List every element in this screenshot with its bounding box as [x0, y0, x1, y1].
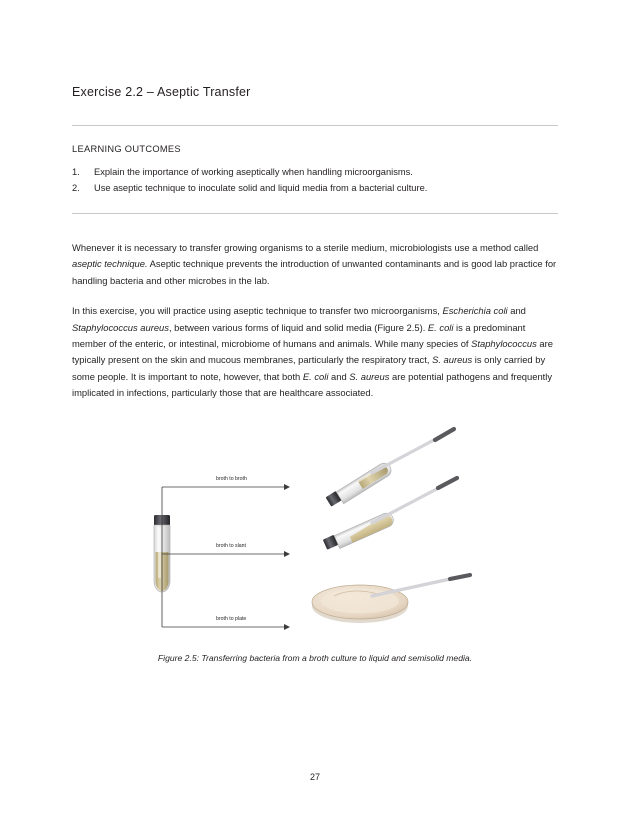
- list-item-number: 1.: [72, 167, 80, 177]
- broth-to-broth-target: [326, 429, 454, 510]
- text-run: Whenever it is necessary to transfer growing organisms to a sterile medium, microbiologists use a method called: [72, 242, 539, 253]
- text-run-italic: S. aureus: [349, 370, 390, 382]
- text-run: and: [328, 370, 350, 382]
- text-run: Aseptic technique prevents the introduction of unwanted contaminants and is good lab practice for handling bacteria and other microbes in the lab.: [72, 258, 557, 286]
- text-run-italic: Staphylococcus: [471, 338, 537, 350]
- label-broth-to-broth: broth to broth: [216, 475, 247, 482]
- text-run-italic: E. coli: [302, 370, 329, 382]
- figure-caption: Figure 2.5: Transferring bacteria from a broth culture to liquid and semisolid media.: [157, 652, 473, 663]
- text-run-italic: aseptic technique.: [72, 258, 148, 270]
- text-run-italic: E. coli: [427, 321, 454, 333]
- divider-bottom: [72, 213, 558, 214]
- figure-2-5: [72, 424, 558, 663]
- text-run: In this exercise, you will practice using aseptic technique to transfer two microorganisms,: [72, 305, 443, 317]
- page-number: 27: [309, 772, 320, 782]
- inoculating-loop-1: [372, 429, 454, 473]
- list-item-text: Use aseptic technique to inoculate solid and liquid media from a bacterial culture.: [94, 183, 428, 193]
- aseptic-transfer-illustration: [72, 424, 558, 649]
- broth-to-plate-target: [312, 575, 470, 623]
- text-run: is a predominant member of the enteric, or intestinal, microbiome of humans and animals. While many species of: [72, 321, 526, 350]
- inoculating-loop-2: [372, 478, 457, 523]
- learning-outcomes-list: [72, 165, 558, 196]
- paragraph-aseptic-technique: [72, 240, 558, 289]
- text-run: is only carried by some people. It is important to note, however, that both: [72, 354, 546, 382]
- divider-top: [72, 125, 558, 126]
- list-item-text: Explain the importance of working aseptically when handling microorganisms.: [94, 167, 413, 177]
- list-item: [72, 165, 558, 180]
- label-broth-to-plate: broth to plate: [216, 615, 247, 622]
- text-run: , between various forms of liquid and solid media (Figure 2.5).: [168, 321, 428, 333]
- list-item-number: 2.: [72, 183, 80, 193]
- connector-lines: [162, 484, 290, 630]
- text-run: are typically present on the skin and mucous membranes, particularly the respiratory tract,: [72, 338, 553, 366]
- text-run: and: [507, 305, 526, 317]
- paragraph-exercise-overview: [72, 303, 558, 401]
- text-run-italic: S. aureus: [432, 354, 473, 366]
- list-item: [72, 181, 558, 196]
- label-broth-to-slant: broth to slant: [216, 542, 246, 549]
- page-title: Exercise 2.2 – Aseptic Transfer: [72, 85, 251, 99]
- learning-outcomes-heading: LEARNING OUTCOMES: [72, 144, 181, 154]
- inoculating-loop-3: [372, 575, 470, 596]
- text-run-italic: Escherichia coli: [442, 305, 508, 317]
- text-run-italic: Staphylococcus aureus: [72, 321, 169, 333]
- text-run: are potential pathogens and frequently implicated in infections, particularly those that are healthcare associated.: [72, 370, 553, 399]
- page-content: [72, 85, 558, 663]
